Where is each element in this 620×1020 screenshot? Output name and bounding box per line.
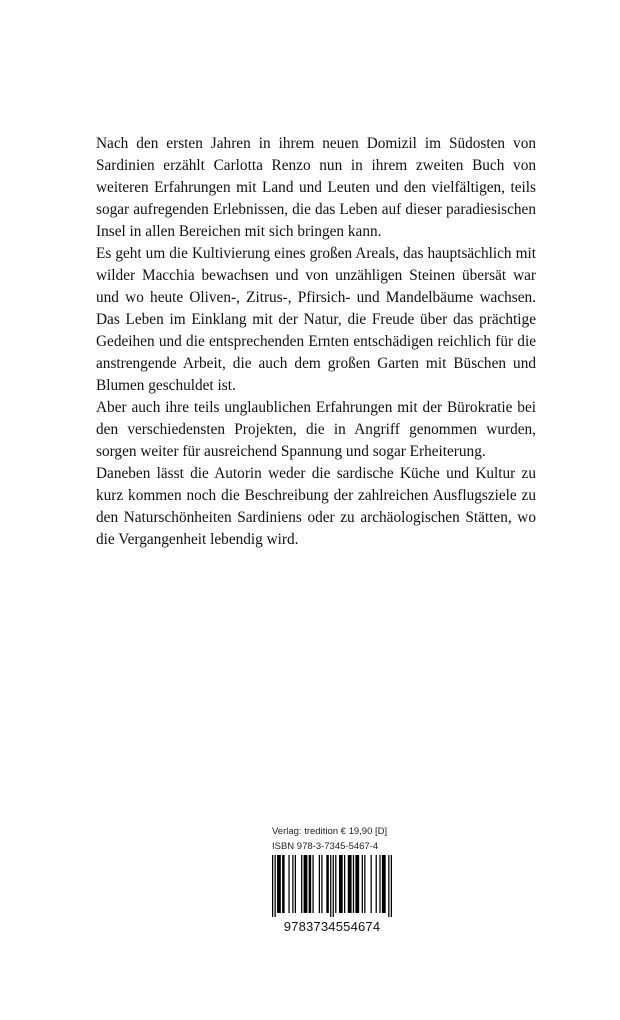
- barcode-bar: [348, 855, 352, 913]
- barcode: [272, 855, 392, 923]
- barcode-bar: [326, 855, 329, 913]
- barcode-bar: [304, 855, 308, 913]
- barcode-bar: [344, 855, 345, 913]
- barcode-bar: [295, 855, 296, 913]
- blurb-paragraph-2: Es geht um die Kultivierung eines großen Areals, das hauptsächlich mit wilder Macchia bewachsen und von unzähligen Steinen übersät war und wo heute Oliven-, Zitrus-, Pfirsich- und Mandelbäume wachsen. Das Leben im Einklang mit der Natur, die Freude über das prächtige Gedeihen und die entsprechenden Ernten entschädigen reichlich für die anstrengende Arbeit, die auch dem großen Garten mit Büschen und Blumen geschuldet ist.: [96, 245, 536, 394]
- barcode-bar: [275, 855, 276, 917]
- barcode-bar: [391, 855, 392, 917]
- blurb-paragraph-3: Aber auch ihre teils unglaublichen Erfahrungen mit der Bürokratie bei den verschiedensten Projekten, die in Angriff genommen wurden, sorgen weiter für ausreichend Spannung und sogar Erheiterung.: [96, 399, 536, 460]
- barcode-bar: [388, 855, 389, 917]
- barcode-bar: [379, 855, 380, 913]
- barcode-bar: [371, 855, 372, 913]
- barcode-bar: [272, 855, 273, 917]
- barcode-bar: [333, 855, 334, 917]
- blurb-text: [96, 133, 536, 551]
- barcode-bar: [277, 855, 281, 913]
- imprint-block: [272, 824, 402, 854]
- barcode-bar: [282, 855, 285, 913]
- blurb-paragraph-1: Nach den ersten Jahren in ihrem neuen Domizil im Südosten von Sardinien erzählt Carlotta Renzo nun in ihrem zweiten Buch von weiteren Erfahrungen mit Land und Leuten und den vielfältigen, teils sogar aufregenden Erlebnissen, die das Leben auf dieser paradiesischen Insel in allen Bereichen mit sich bringen kann.: [96, 135, 536, 240]
- barcode-bar: [288, 855, 289, 913]
- barcode-bar: [292, 855, 293, 913]
- barcode-bar: [339, 855, 343, 913]
- barcode-bar: [312, 855, 313, 913]
- barcode-digits: 9783734554674: [283, 919, 381, 934]
- barcode-bar: [301, 855, 302, 913]
- barcode-bars: [272, 855, 392, 917]
- barcode-bar: [382, 855, 386, 913]
- publisher-price-line: Verlag: tredition € 19,90 [D]: [272, 826, 388, 837]
- barcode-bar: [362, 855, 363, 913]
- isbn-line: ISBN 978-3-7345-5467-4: [272, 841, 379, 852]
- barcode-bar: [355, 855, 359, 913]
- barcode-bar: [335, 855, 336, 913]
- barcode-bar: [353, 855, 354, 913]
- barcode-bar: [364, 855, 365, 913]
- barcode-bar: [321, 855, 322, 913]
- barcode-bar: [330, 855, 331, 917]
- barcode-bar: [309, 855, 312, 913]
- blurb-paragraph-4: Daneben lässt die Autorin weder die sardische Küche und Kultur zu kurz kommen noch die Beschreibung der zahlreichen Ausflugsziele zu den Naturschönheiten Sardiniens oder zu archäologischen Stätten, wo die Vergangenheit lebendig wird.: [96, 465, 536, 548]
- barcode-bar: [319, 855, 320, 913]
- barcode-bar: [376, 855, 377, 913]
